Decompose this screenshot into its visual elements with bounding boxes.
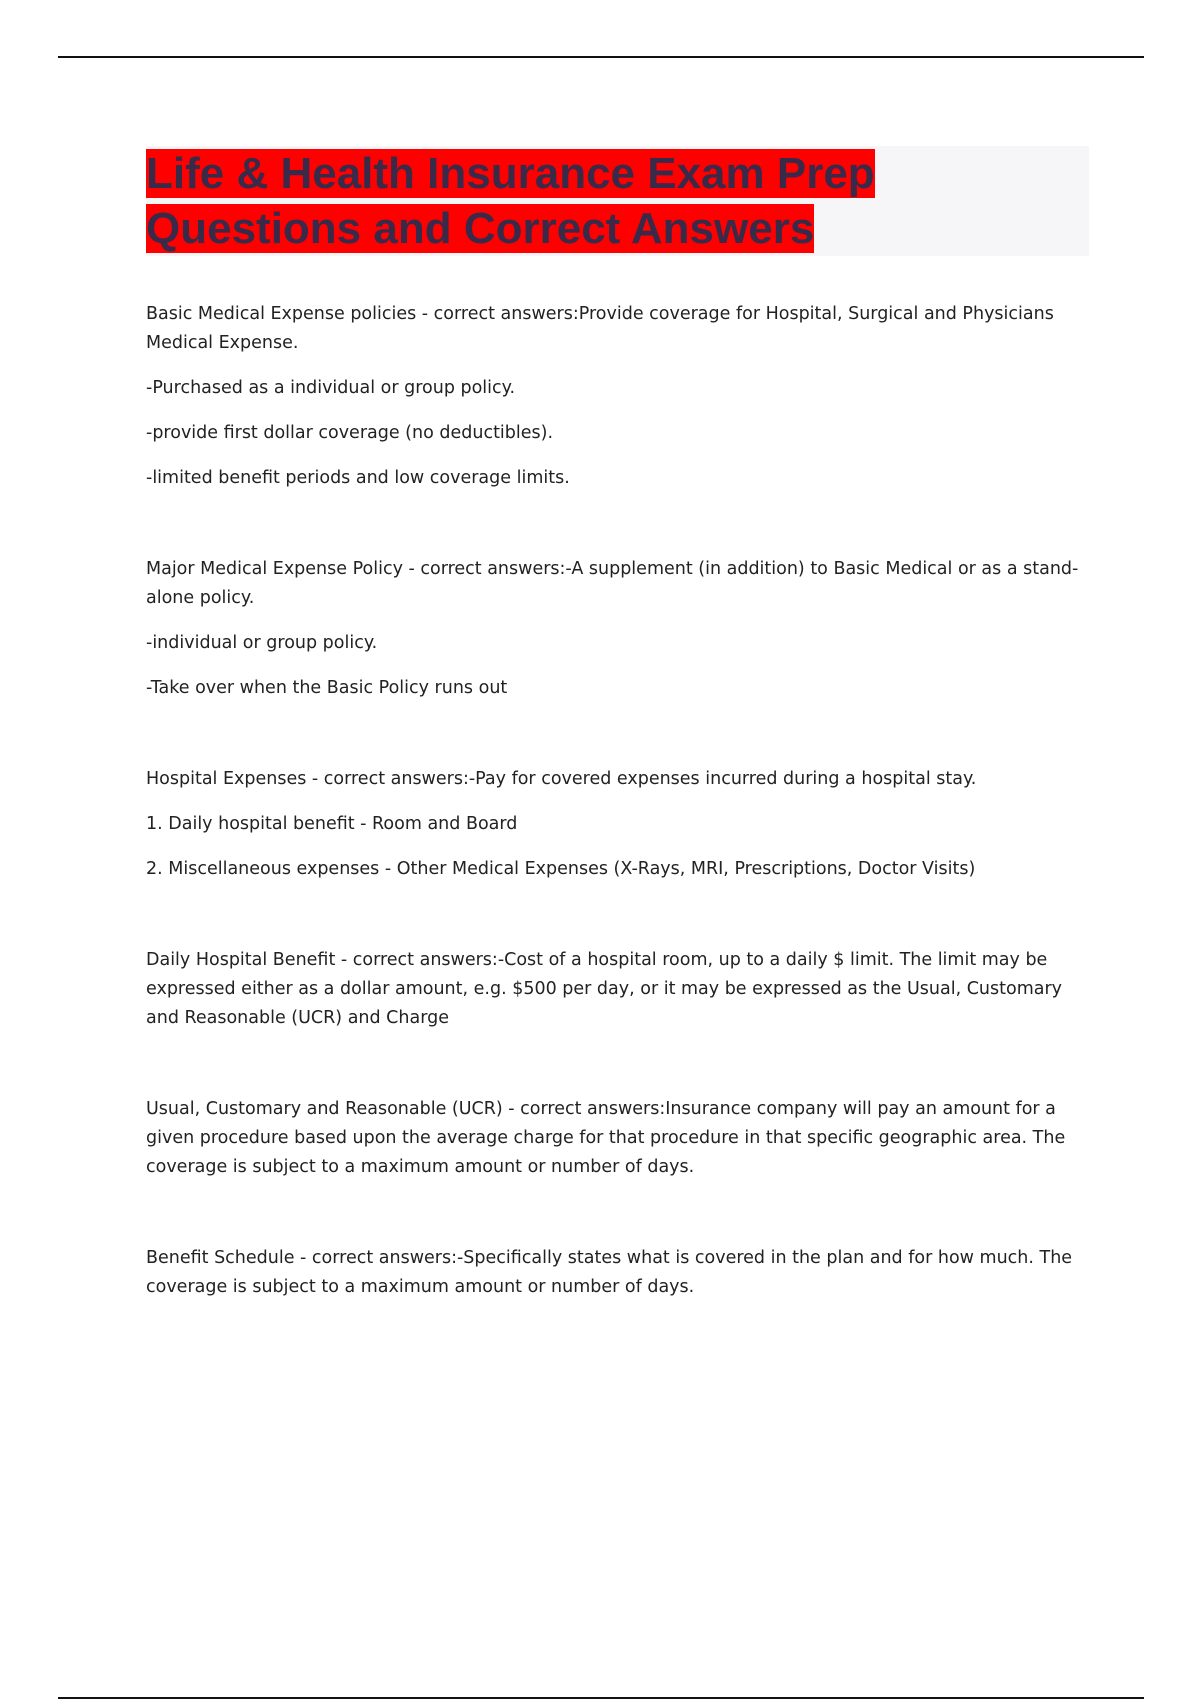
qa-entry-hospital-expenses [146,765,1091,884]
qa-entry-major-medical [146,555,1091,703]
answer-paragraph: 2. Miscellaneous expenses - Other Medical Expenses (X-Rays, MRI, Prescriptions, Doctor Visits) [146,859,976,879]
title-block [146,146,1089,256]
qa-entry-daily-hospital-benefit [146,946,1091,1033]
answer-paragraph: -individual or group policy. [146,633,378,653]
answer-paragraph: -limited benefit periods and low coverage limits. [146,468,570,488]
top-rule [58,56,1144,58]
answer-paragraph: -Take over when the Basic Policy runs out [146,678,508,698]
answer-paragraph: Benefit Schedule - correct answers:-Specifically states what is covered in the plan and for how much. The coverage is subject to a maximum amount or number of days. [146,1248,1073,1297]
qa-entry-ucr [146,1095,1091,1182]
qa-entry-benefit-schedule [146,1244,1091,1302]
answer-paragraph: Hospital Expenses - correct answers:-Pay for covered expenses incurred during a hospital stay. [146,769,977,789]
answer-paragraph: -Purchased as a individual or group policy. [146,378,516,398]
title-line-2: Questions and Correct Answers [146,204,815,253]
answer-paragraph: Major Medical Expense Policy - correct answers:-A supplement (in addition) to Basic Medical or as a stand-alone policy. [146,559,1079,608]
answer-paragraph: -provide first dollar coverage (no deductibles). [146,423,554,443]
answer-paragraph: 1. Daily hospital benefit - Room and Board [146,814,518,834]
answer-paragraph: Usual, Customary and Reasonable (UCR) - correct answers:Insurance company will pay an amount for a given procedure based upon the average charge for that procedure in that specific geographic area. The coverage is subject to a maximum amount or number of days. [146,1099,1066,1177]
document-title [146,146,1089,256]
title-line-1: Life & Health Insurance Exam Prep [146,149,875,198]
answer-paragraph: Basic Medical Expense policies - correct answers:Provide coverage for Hospital, Surgical and Physicians Medical Expense. [146,304,1054,353]
qa-entry-basic-medical [146,300,1091,493]
bottom-rule [58,1697,1144,1699]
qa-content [146,300,1091,1364]
answer-paragraph: Daily Hospital Benefit - correct answers:-Cost of a hospital room, up to a daily $ limit. The limit may be expressed either as a dollar amount, e.g. $500 per day, or it may be expressed as the Usual, Customary and Reasonable (UCR) and Charge [146,950,1063,1028]
